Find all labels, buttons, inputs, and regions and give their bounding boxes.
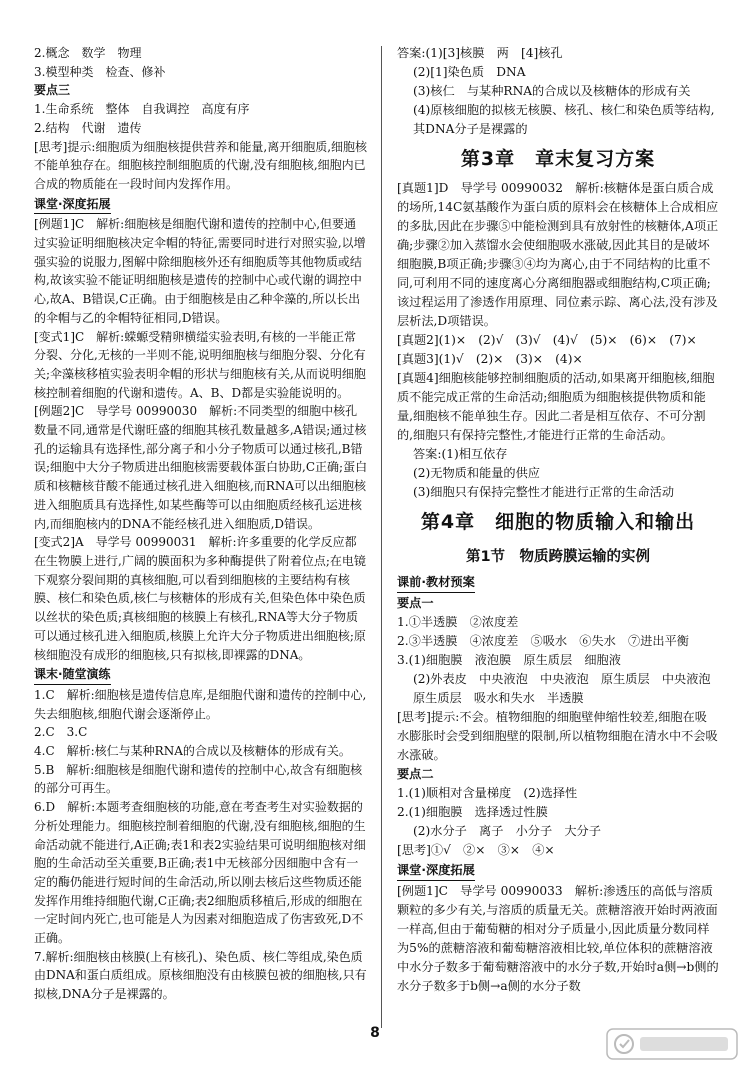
- left-paragraph-9: [例题2]C 导学号 00990030 解析:不同类型的细胞中核孔数量不同,通常是代谢旺盛的细胞其核孔数量越多,A错误;通过核孔的运输具有选择性,部分离子和小分子物质可以通过核孔,B错误;细胞中大分子物质进出细胞核需要载体蛋白协助,C正确;蛋白质和核糖核苷酸不能通过核孔进入细胞核,而RNA可以出细胞核进入细胞质具有选择性,如某些酶等可以由细胞质经核孔运进核内,而细胞核内的DNA不能经核孔进入细胞质,D错误。: [34, 404, 368, 531]
- left-section-header-6: [34, 194, 368, 216]
- right-paragraph-16: 1.①半透膜 ②浓度差: [397, 615, 519, 629]
- right-paragraph-3: (4)原核细胞的拟核无核膜、核孔、核仁和染色质等结构,其DNA分子是裸露的: [413, 103, 715, 136]
- left-paragraph-2: 要点三: [34, 83, 71, 98]
- right-paragraph-20: [思考]提示:不会。植物细胞的细胞壁伸缩性较差,细胞在吸水膨胀时会受到细胞壁的限制,所以植物细胞在清水中不会吸水涨破。: [397, 710, 718, 762]
- right-paragraph-24: (2)水分子 离子 小分子 大分子: [413, 824, 601, 838]
- section-title: 课前·教材预案: [397, 573, 475, 593]
- right-paragraph-27: [例题1]C 导学号 00990033 解析:渗透压的高低与溶质颗粒的多少有关,与溶质的质量无关。蔗糖溶液开始时两液面一样高,但由于葡萄糖的相对分子质量小,因此质量分数同样为5%的蔗糖溶液和葡萄糖溶液相比较,单位体积的蔗糖溶液中水分子数多于葡萄糖溶液中的水分子数,开始时a侧→b侧的水分子数多于b侧→a侧的水分子数: [397, 884, 719, 993]
- right-paragraph-19: (2)外表皮 中央液泡 中央液泡 原生质层 中央液泡 原生质层 吸水和失水 半透膜: [413, 672, 723, 705]
- right-paragraph-10: (2)无物质和能量的供应: [413, 466, 540, 480]
- left-column: [34, 44, 368, 1004]
- right-paragraph-18: 3.(1)细胞膜 液泡膜 原生质层 细胞液: [397, 653, 621, 667]
- right-paragraph-22: 1.(1)顺相对含量梯度 (2)选择性: [397, 786, 578, 800]
- right-paragraph-5: [真题1]D 导学号 00990032 解析:核糖体是蛋白质合成的场所,14C氨基酸作为蛋白质的原料会在核糖体上合成相应的多肽,因此在步骤⑤中能检测到具有放射性的核糖体,A项正确;步骤②加入蒸馏水会使细胞吸水涨破,因此其目的是破坏细胞膜,B项正确;步骤③④均为离心,由于不同结构的比重不同,可利用不同的速度离心分离细胞器或细胞结构,C项正确;该过程运用了渗透作用原理、同位素示踪、离心法,没有涉及层析法,D项错误。: [397, 181, 719, 328]
- left-paragraph-14: 4.C 解析:核仁与某种RNA的合成以及核糖体的形成有关。: [34, 744, 351, 759]
- right-paragraph-15: 要点一: [397, 596, 434, 610]
- right-paragraph-13: 第1节 物质跨膜运输的实例: [465, 549, 651, 565]
- right-paragraph-9: 答案:(1)相互依存: [413, 447, 508, 461]
- section-title: 课堂·深度拓展: [34, 195, 111, 215]
- right-paragraph-6: [真题2](1)× (2)√ (3)√ (4)√ (5)× (6)× (7)×: [397, 333, 697, 347]
- column-divider: [381, 46, 382, 1028]
- right-paragraph-21: 要点二: [397, 767, 434, 781]
- right-paragraph-0: 答案:(1)[3]核膜 两 [4]核孔: [397, 46, 563, 60]
- right-paragraph-4: 第3章 章末复习方案: [460, 148, 656, 170]
- right-column: [397, 44, 723, 996]
- left-paragraph-7: [例题1]C 解析:细胞核是细胞代谢和遗传的控制中心,但要通过实验证明细胞核决定伞帽的特征,需要同时进行对照实验,以增强实验的说服力,图解中除细胞核外还有细胞质等其他物质或结构,故该实验不能证明细胞核是遗传的控制中心或代谢的调控中心,故A、B错误,C正确。由于细胞核是由乙种伞藻的,所以长出的伞帽与乙的伞帽特征相同,D错误。: [34, 217, 366, 325]
- left-paragraph-17: 7.解析:细胞核由核膜(上有核孔)、染色质、核仁等组成,染色质由DNA和蛋白质组成。原核细胞没有由核膜包被的细胞核,只有拟核,DNA分子是裸露的。: [34, 949, 367, 1002]
- left-paragraph-16: 6.D 解析:本题考查细胞核的功能,意在考查考生对实验数据的分析处理能力。细胞核控制着细胞的代谢,没有细胞核,细胞的生命活动就不能进行,A正确;表1和表2实验结果可说明细胞核对细胞的生命活动至关重要,B正确;表1中无核部分因细胞中含有一定的酶仍能进行短时间的生命活动,所以刚去核后这些物质还能发挥作用维持细胞代谢,C正确;表2细胞质移植后,形成的细胞在一定时间内死亡,也可能是人为因素对细胞造成了伤害致死,D不正确。: [34, 800, 366, 946]
- section-title: 课堂·深度拓展: [397, 861, 475, 881]
- watermark-logo: [606, 1028, 738, 1060]
- right-paragraph-25: [思考]①√ ②× ③× ④×: [397, 843, 555, 857]
- page-number: 8: [370, 1025, 380, 1041]
- left-paragraph-15: 5.B 解析:细胞核是细胞代谢和遗传的控制中心,故含有细胞核的部分可再生。: [34, 762, 363, 796]
- left-paragraph-12: 1.C 解析:细胞核是遗传信息库,是细胞代谢和遗传的控制中心,失去细胞核,细胞代谢会逐渐停止。: [34, 687, 367, 721]
- right-paragraph-2: (3)核仁 与某种RNA的合成以及核糖体的形成有关: [413, 84, 691, 98]
- left-paragraph-5: [思考]提示:细胞质为细胞核提供营养和能量,离开细胞质,细胞核不能单独存在。细胞核控制细胞质的代谢,没有细胞核,细胞内已合成的物质能在一段时间内发挥作用。: [34, 139, 368, 191]
- left-paragraph-8: [变式1]C 解析:蝾螈受精卵横缢实验表明,有核的一半能正常分裂、分化,无核的一半则不能,说明细胞核与细胞分裂、分化有关;伞藻核移植实验表明伞帽的形状与细胞核有关,从而说明细胞核控制着细胞的代谢和遗传。A、B、D都是实验能说明的。: [34, 329, 366, 400]
- right-paragraph-8: [真题4]细胞核能够控制细胞质的活动,如果离开细胞核,细胞质不能完成正常的生命活动;细胞质为细胞核提供物质和能量,细胞核不能单独生存。因此二者是相互依存、不可分割的,细胞只有保持完整性,才能进行正常的生命活动。: [397, 371, 715, 442]
- left-paragraph-3: 1.生命系统 整体 自我调控 高度有序: [34, 102, 250, 117]
- right-paragraph-12: 第4章 细胞的物质输入和输出: [420, 511, 696, 533]
- left-paragraph-4: 2.结构 代谢 遗传: [34, 120, 142, 135]
- right-paragraph-7: [真题3](1)√ (2)× (3)× (4)×: [397, 352, 583, 366]
- right-section-header-26: [397, 860, 719, 882]
- right-paragraph-23: 2.(1)细胞膜 选择透过性膜: [397, 805, 548, 819]
- left-paragraph-0: 2.概念 数学 物理: [34, 46, 142, 60]
- section-title: 课末·随堂演练: [34, 665, 111, 685]
- right-paragraph-11: (3)细胞只有保持完整性才能进行正常的生命活动: [413, 485, 675, 499]
- right-paragraph-1: (2)[1]染色质 DNA: [413, 65, 526, 79]
- right-section-header-14: [397, 572, 719, 594]
- left-paragraph-13: 2.C 3.C: [34, 725, 88, 740]
- left-section-header-11: [34, 664, 368, 686]
- left-paragraph-1: 3.模型种类 检查、修补: [34, 64, 166, 79]
- left-paragraph-10: [变式2]A 导学号 00990031 解析:许多重要的化学反应都在生物膜上进行,广阔的膜面积为多种酶提供了附着位点;在电镜下观察分裂间期的真核细胞,可以看到细胞核的主要结构有核膜、核仁和染色质,核仁与核糖体的形成有关,但染色体中染色质以丝状的染色质;真核细胞的核膜上有核孔,RNA等大分子物质可以通过核孔进入细胞质,核膜上允许大分子物质进出细胞核;原核细胞没有成形的细胞核,只有拟核,即裸露的DNA。: [34, 535, 366, 662]
- right-paragraph-17: 2.③半透膜 ④浓度差 ⑤吸水 ⑥失水 ⑦进出平衡: [397, 634, 689, 648]
